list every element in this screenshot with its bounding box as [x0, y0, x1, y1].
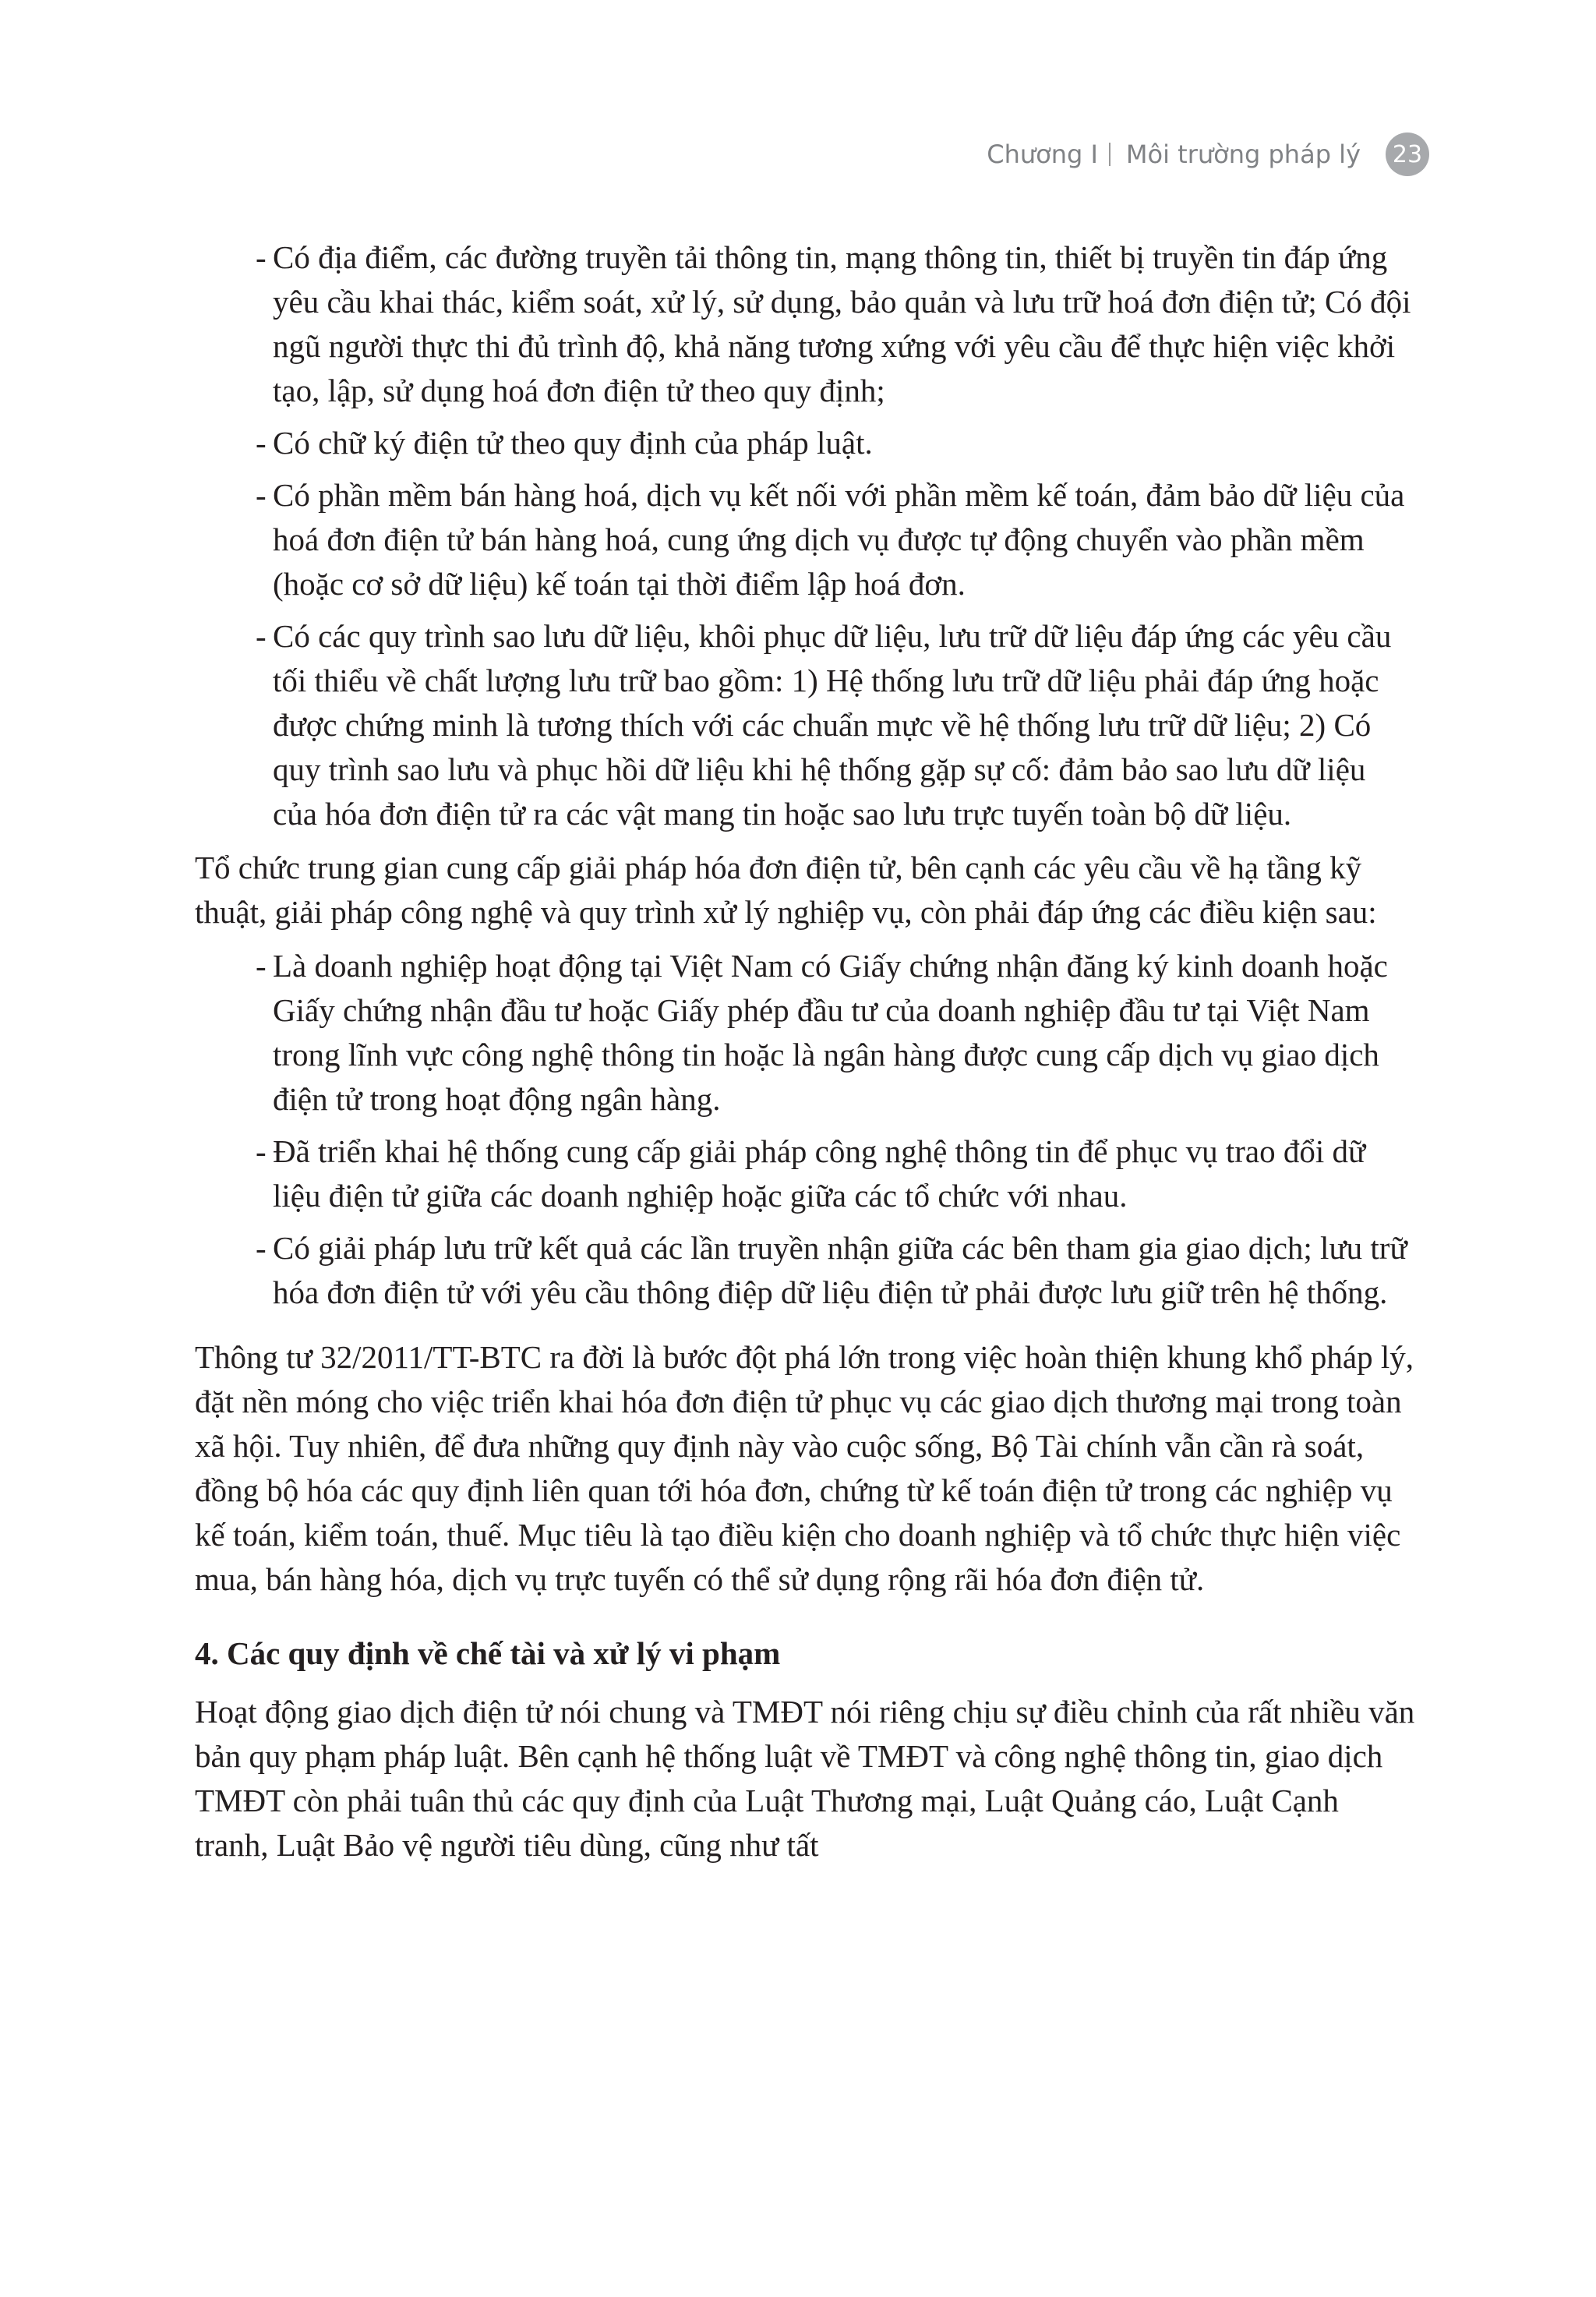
list-item: - Có chữ ký điện tử theo quy định của pháp luật. [195, 421, 1415, 465]
page-number-badge: 23 [1386, 133, 1429, 176]
requirements-list-1 [195, 235, 1415, 836]
paragraph-regulations: Hoạt động giao dịch điện tử nói chung và TMĐT nói riêng chịu sự điều chỉnh của rất nhiều văn bản quy phạm pháp luật. Bên cạnh hệ thống luật về TMĐT và công nghệ thông tin, giao dịch TMĐT còn phải tuân thủ các quy định của Luật Thương mại, Luật Quảng cáo, Luật Cạnh tranh, Luật Bảo vệ người tiêu dùng, cũng như tất [195, 1694, 1415, 1863]
running-header [987, 131, 1429, 178]
header-divider [1109, 143, 1110, 166]
list-item: - Có giải pháp lưu trữ kết quả các lần truyền nhận giữa các bên tham gia giao dịch; lưu trữ hóa đơn điện tử với yêu cầu thông điệp dữ liệu điện tử phải được lưu giữ trên hệ thống. [195, 1226, 1415, 1315]
list-item: - Đã triển khai hệ thống cung cấp giải pháp công nghệ thông tin để phục vụ trao đổi dữ liệu điện tử giữa các doanh nghiệp hoặc giữa các tổ chức với nhau. [195, 1129, 1415, 1218]
list-item: - Có phần mềm bán hàng hoá, dịch vụ kết nối với phần mềm kế toán, đảm bảo dữ liệu của hoá đơn điện tử bán hàng hoá, cung ứng dịch vụ được tự động chuyển vào phần mềm (hoặc cơ sở dữ liệu) kế toán tại thời điểm lập hoá đơn. [195, 473, 1415, 606]
list-item: - Là doanh nghiệp hoạt động tại Việt Nam có Giấy chứng nhận đăng ký kinh doanh hoặc Giấy chứng nhận đầu tư hoặc Giấy phép đầu tư của doanh nghiệp đầu tư tại Việt Nam trong lĩnh vực công nghệ thông tin hoặc là ngân hàng được cung cấp dịch vụ giao dịch điện tử trong hoạt động ngân hàng. [195, 944, 1415, 1122]
list-item: - Có địa điểm, các đường truyền tải thông tin, mạng thông tin, thiết bị truyền tin đáp ứng yêu cầu khai thác, kiểm soát, xử lý, sử dụng, bảo quản và lưu trữ hoá đơn điện tử; Có đội ngũ người thực thi đủ trình độ, khả năng tương xứng với yêu cầu để thực hiện việc khởi tạo, lập, sử dụng hoá đơn điện tử theo quy định; [195, 235, 1415, 413]
list-item: - Có các quy trình sao lưu dữ liệu, khôi phục dữ liệu, lưu trữ dữ liệu đáp ứng các yêu cầu tối thiểu về chất lượng lưu trữ bao gồm: 1) Hệ thống lưu trữ dữ liệu phải đáp ứng hoặc được chứng minh là tương thích với các chuẩn mực về hệ thống lưu trữ dữ liệu; 2) Có quy trình sao lưu và phục hồi dữ liệu khi hệ thống gặp sự cố: đảm bảo sao lưu dữ liệu của hóa đơn điện tử ra các vật mang tin hoặc sao lưu trực tuyến toàn bộ dữ liệu. [195, 614, 1415, 836]
section-heading: 4. Các quy định về chế tài và xử lý vi phạm [195, 1635, 781, 1671]
chapter-title: Môi trường pháp lý [1125, 140, 1361, 169]
requirements-list-2 [195, 944, 1415, 1315]
page-body [195, 235, 1415, 1877]
paragraph-circular: Thông tư 32/2011/TT-BTC ra đời là bước đột phá lớn trong việc hoàn thiện khung khổ pháp lý, đặt nền móng cho việc triển khai hóa đơn điện tử phục vụ các giao dịch thương mại trong toàn xã hội. Tuy nhiên, để đưa những quy định này vào cuộc sống, Bộ Tài chính vẫn cần rà soát, đồng bộ hóa các quy định liên quan tới hóa đơn, chứng từ kế toán điện tử trong các nghiệp vụ kế toán, kiểm toán, thuế. Mục tiêu là tạo điều kiện cho doanh nghiệp và tổ chức thực hiện việc mua, bán hàng hóa, dịch vụ trực tuyến có thể sử dụng rộng rãi hóa đơn điện tử. [195, 1339, 1414, 1597]
chapter-label: Chương I [987, 140, 1098, 169]
paragraph-intermediary: Tổ chức trung gian cung cấp giải pháp hóa đơn điện tử, bên cạnh các yêu cầu về hạ tầng kỹ thuật, giải pháp công nghệ và quy trình xử lý nghiệp vụ, còn phải đáp ứng các điều kiện sau: [195, 850, 1377, 930]
